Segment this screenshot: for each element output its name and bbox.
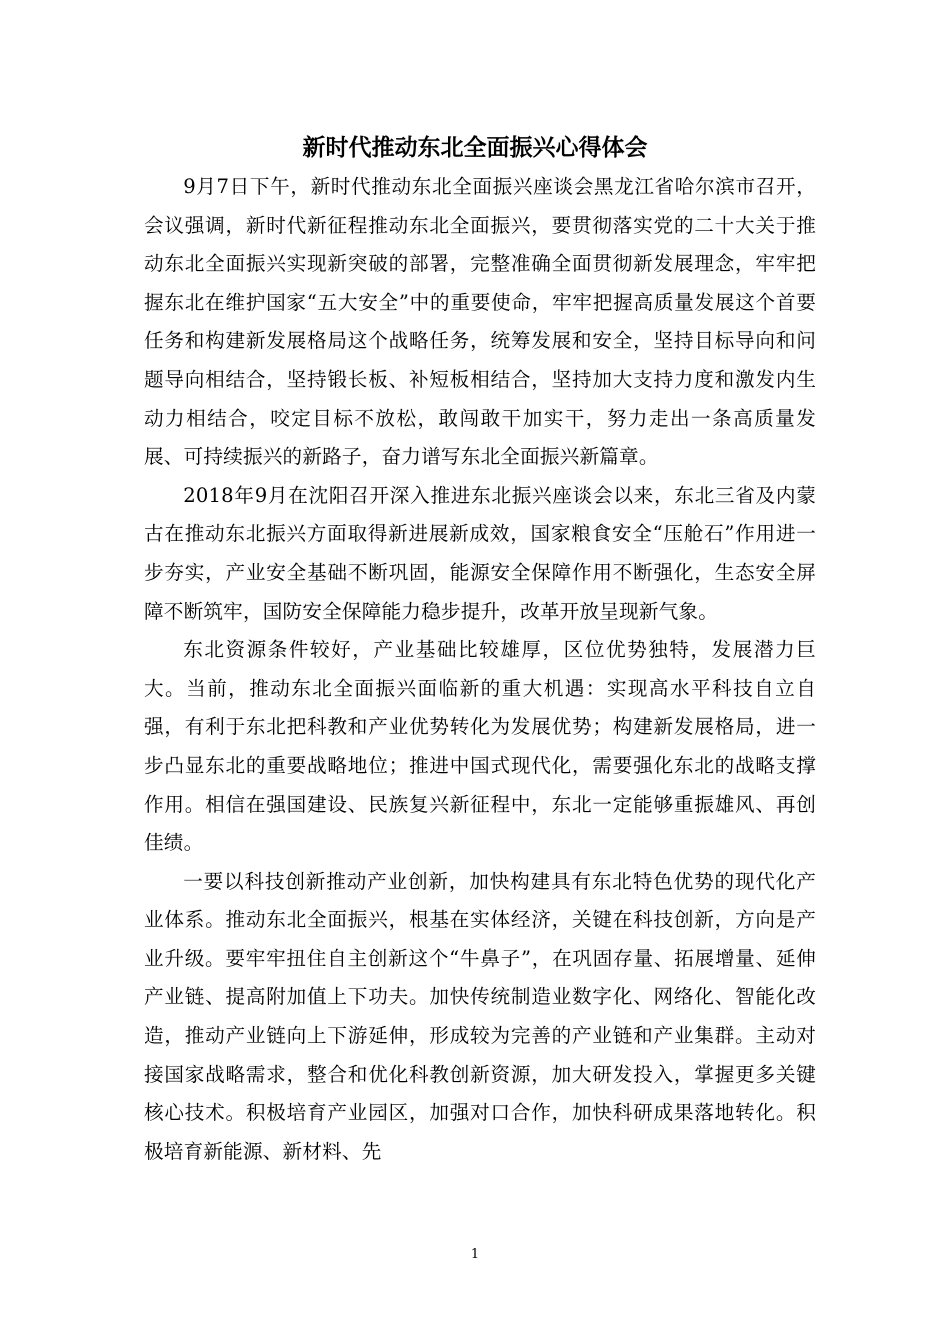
document-title: 新时代推动东北全面振兴心得体会: [302, 135, 648, 161]
page-number: 1: [470, 1247, 480, 1262]
document-body: [144, 168, 816, 1171]
paragraph-1: 9月7日下午，新时代推动东北全面振兴座谈会黑龙江省哈尔滨市召开，会议强调，新时代新征程推动东北全面振兴，要贯彻落实党的二十大关于推动东北全面振兴实现新突破的部署，完整准确全面贯彻新发展理念，牢牢把握东北在维护国家“五大安全”中的重要使命，牢牢把握高质量发展这个首要任务和构建新发展格局这个战略任务，统筹发展和安全，坚持目标导向和问题导向相结合，坚持锻长板、补短板相结合，坚持加大支持力度和激发内生动力相结合，咬定目标不放松，敢闯敢干加实干，努力走出一条高质量发展、可持续振兴的新路子，奋力谱写东北全面振兴新篇章。: [144, 175, 816, 469]
paragraph-3: 东北资源条件较好，产业基础比较雄厚，区位优势独特，发展潜力巨大。当前，推动东北全面振兴面临新的重大机遇：实现高水平科技自立自强，有利于东北把科教和产业优势转化为发展优势；构建新发展格局，进一步凸显东北的重要战略地位；推进中国式现代化，需要强化东北的战略支撑作用。相信在强国建设、民族复兴新征程中，东北一定能够重振雄风、再创佳绩。: [144, 638, 816, 855]
paragraph-4: 一要以科技创新推动产业创新，加快构建具有东北特色优势的现代化产业体系。推动东北全面振兴，根基在实体经济，关键在科技创新，方向是产业升级。要牢牢扭住自主创新这个“牛鼻子”，在巩固存量、拓展增量、延伸产业链、提高附加值上下功夫。加快传统制造业数字化、网络化、智能化改造，推动产业链向上下游延伸，形成较为完善的产业链和产业集群。主动对接国家战略需求，整合和优化科教创新资源，加大研发投入，掌握更多关键核心技术。积极培育产业园区，加强对口合作，加快科研成果落地转化。积极培育新能源、新材料、先: [144, 869, 816, 1163]
paragraph-2: 2018年9月在沈阳召开深入推进东北振兴座谈会以来，东北三省及内蒙古在推动东北振兴方面取得新进展新成效，国家粮食安全“压舱石”作用进一步夯实，产业安全基础不断巩固，能源安全保障作用不断强化，生态安全屏障不断筑牢，国防安全保障能力稳步提升，改革开放呈现新气象。: [144, 483, 816, 623]
